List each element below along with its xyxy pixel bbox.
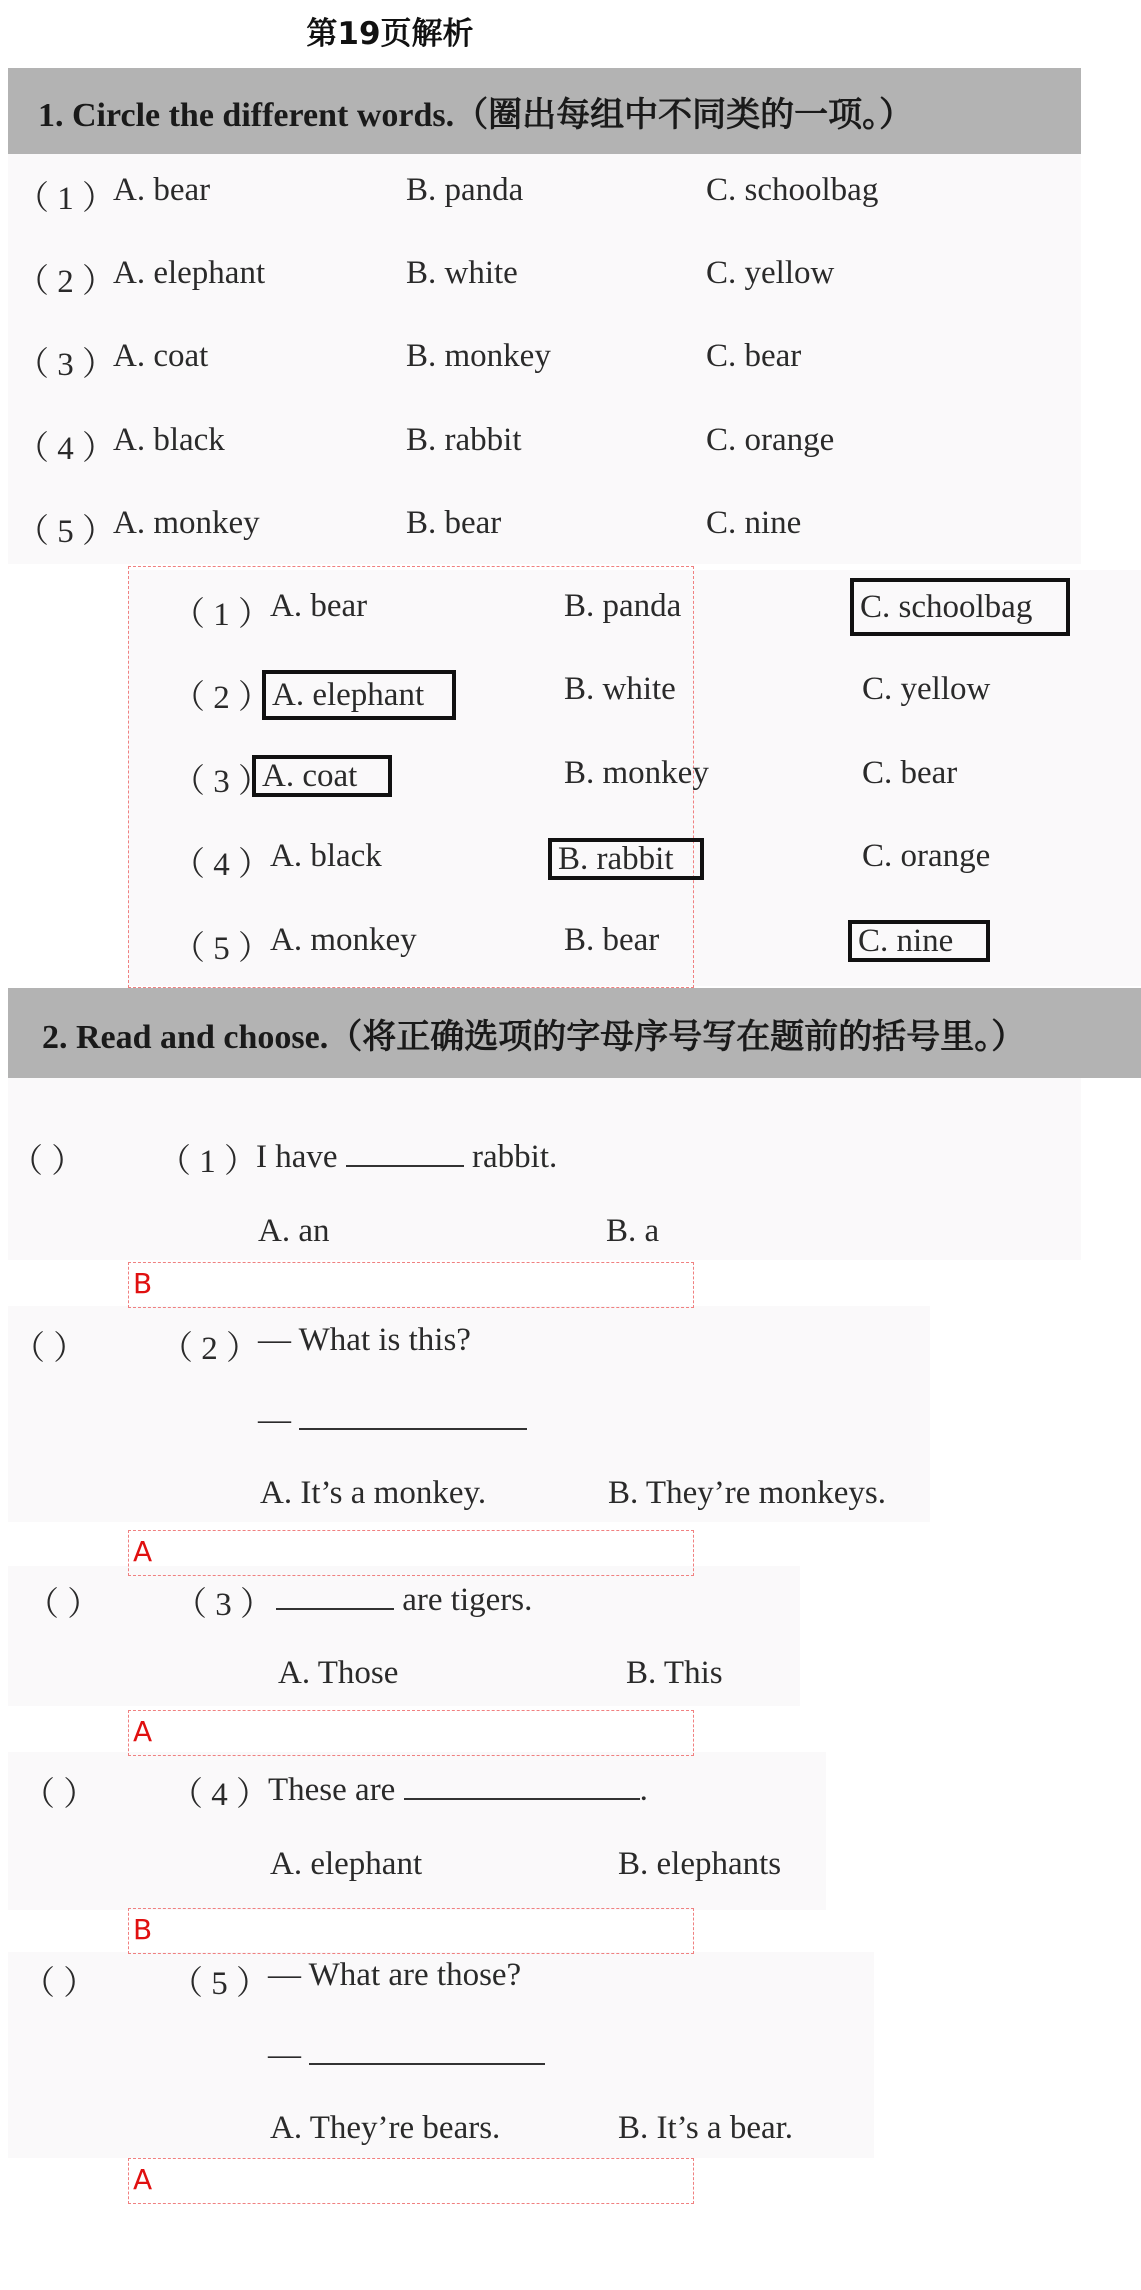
s1-q4-num: （ 4 ） <box>16 431 115 467</box>
s2-q5-stem: — What are those? <box>268 1957 522 1993</box>
s2-q1-option-a: A. an <box>258 1213 330 1249</box>
s1-q2-option-b: B. white <box>406 255 518 291</box>
s2-q2-answer-box <box>128 1530 694 1576</box>
s2-q4-answer-paren: （ ） <box>22 1777 97 1813</box>
ans-q4-num: （ 4 ） <box>172 847 271 883</box>
s2-q1-stem-post: rabbit. <box>472 1139 558 1175</box>
s2-q1-answer-paren: （ ） <box>10 1144 85 1180</box>
s1-q2-option-c: C. yellow <box>706 255 835 291</box>
ans-q5-option-a: A. monkey <box>270 922 417 958</box>
s2-q4-option-a: A. elephant <box>270 1846 423 1882</box>
section2-heading: 2. Read and choose.（将正确选项的字母序号写在题前的括号里。） <box>8 988 1141 1078</box>
s2-q4-stem-post: . <box>639 1772 648 1808</box>
s1-q3-option-b: B. monkey <box>406 338 551 374</box>
s1-q4-option-b: B. rabbit <box>406 422 522 458</box>
s2-q2-reply-line <box>258 1398 527 1439</box>
ans-q4-circled-option-b: B. rabbit <box>548 838 704 880</box>
s2-q2-answer: A <box>133 1535 153 1568</box>
s2-q5-option-b: B. It’s a bear. <box>618 2110 794 2146</box>
s2-q1-option-b: B. a <box>606 1213 660 1249</box>
ans-q2-num: （ 2 ） <box>172 680 271 716</box>
s1-q4-option-a: A. black <box>113 422 225 458</box>
s1-q4-option-c: C. orange <box>706 422 835 458</box>
s2-q3-stem-post: are tigers. <box>402 1582 533 1618</box>
s1-q1-num: （ 1 ） <box>16 181 115 217</box>
s2-q2-num: （ 2 ） <box>160 1331 259 1367</box>
s2-q1-stem <box>256 1135 557 1176</box>
s2-q4-stem-pre: These are <box>268 1772 396 1808</box>
s1-q5-option-b: B. bear <box>406 505 502 541</box>
s2-q4-blank <box>404 1768 640 1800</box>
s2-q2-option-a: A. It’s a monkey. <box>260 1475 487 1511</box>
s1-q5-option-a: A. monkey <box>113 505 260 541</box>
ans-q2-circled-option-a: A. elephant <box>262 670 456 720</box>
ans-q1-circled-option-c: C. schoolbag <box>850 578 1070 636</box>
s1-q5-num: （ 5 ） <box>16 514 115 550</box>
s1-q1-option-b: B. panda <box>406 172 524 208</box>
s1-q3-option-c: C. bear <box>706 338 802 374</box>
s1-q2-num: （ 2 ） <box>16 264 115 300</box>
s2-q2-option-b: B. They’re monkeys. <box>608 1475 887 1511</box>
ans-q3-num: （ 3 ） <box>172 764 271 800</box>
ans-q3-option-b: B. monkey <box>564 755 709 791</box>
s1-q3-option-a: A. coat <box>113 338 209 374</box>
ans-q1-option-b: B. panda <box>564 588 682 624</box>
ans-q3-circled-option-a: A. coat <box>252 755 392 797</box>
s1-q5-option-c: C. nine <box>706 505 802 541</box>
ans-q3-option-c: C. bear <box>862 755 958 791</box>
s1-q1-option-a: A. bear <box>113 172 211 208</box>
s2-q1-stem-pre: I have <box>256 1139 338 1175</box>
s2-q5-answer: A <box>133 2163 153 2196</box>
ans-q4-option-a: A. black <box>270 838 382 874</box>
s2-q5-num: （ 5 ） <box>170 1966 269 2002</box>
s2-q4-num: （ 4 ） <box>170 1777 269 1813</box>
s2-q3-num: （ 3 ） <box>174 1587 273 1623</box>
s2-q1-blank <box>346 1135 464 1167</box>
s2-q4-stem <box>268 1768 648 1809</box>
s2-q2-blank <box>299 1398 527 1430</box>
s2-q5-answer-paren: （ ） <box>22 1966 97 2002</box>
s2-q3-stem <box>276 1578 532 1619</box>
ans-q2-option-c: C. yellow <box>862 671 991 707</box>
s2-q4-answer: B <box>133 1913 153 1946</box>
s2-q3-answer: A <box>133 1715 153 1748</box>
ans-q4-option-c: C. orange <box>862 838 991 874</box>
s2-q5-reply-line <box>268 2033 545 2074</box>
ans-q1-num: （ 1 ） <box>172 597 271 633</box>
s1-q3-num: （ 3 ） <box>16 347 115 383</box>
s2-q3-blank <box>276 1578 394 1610</box>
s2-q4-answer-box <box>128 1908 694 1954</box>
s2-q5-blank <box>309 2033 545 2065</box>
s1-q2-option-a: A. elephant <box>113 255 266 291</box>
ans-q5-option-b: B. bear <box>564 922 660 958</box>
ans-q5-circled-option-c: C. nine <box>848 920 990 962</box>
page-title: 第19页解析 <box>306 16 474 52</box>
s2-q1-num: （ 1 ） <box>158 1144 257 1180</box>
s2-q1-answer: B <box>133 1267 153 1300</box>
s2-q3-answer-box <box>128 1710 694 1756</box>
s2-q5-dash: — <box>268 2037 301 2073</box>
s2-q3-option-b: B. This <box>626 1655 723 1691</box>
s2-q4-option-b: B. elephants <box>618 1846 782 1882</box>
s2-q3-answer-paren: （ ） <box>26 1587 101 1623</box>
s2-q3-option-a: A. Those <box>278 1655 399 1691</box>
s2-q1-answer-box <box>128 1262 694 1308</box>
ans-q2-option-b: B. white <box>564 671 676 707</box>
section1-heading: 1. Circle the different words.（圈出每组中不同类的一项。） <box>8 68 1081 154</box>
ans-q1-option-a: A. bear <box>270 588 368 624</box>
s2-q5-answer-box <box>128 2158 694 2204</box>
s1-q1-option-c: C. schoolbag <box>706 172 879 208</box>
s2-q2-dash: — <box>258 1402 291 1438</box>
s2-q2-stem: — What is this? <box>258 1322 471 1358</box>
ans-q5-num: （ 5 ） <box>172 931 271 967</box>
s2-q2-answer-paren: （ ） <box>12 1331 87 1367</box>
s2-q5-option-a: A. They’re bears. <box>270 2110 501 2146</box>
